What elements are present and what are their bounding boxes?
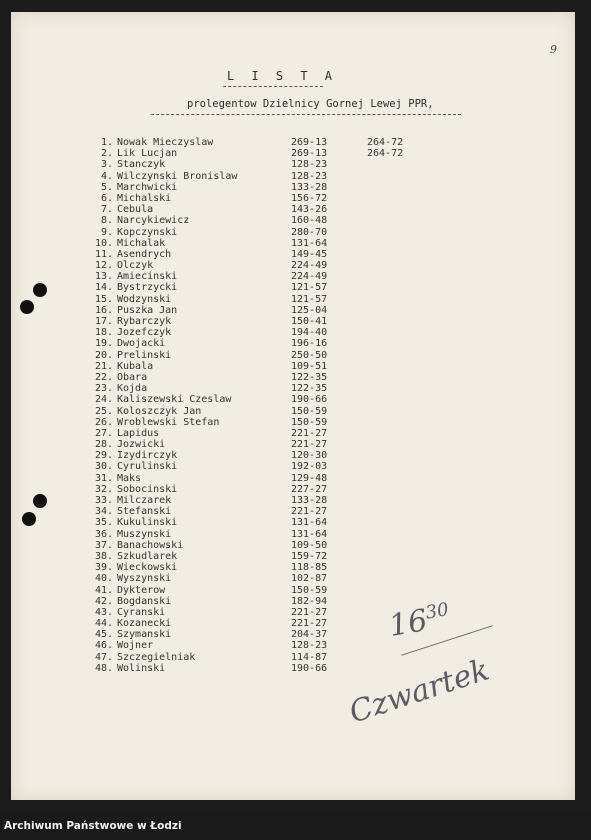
entry-code: 190-66	[291, 394, 328, 406]
entry-name: Kozanecki	[117, 618, 172, 630]
entry-name: Jozwicki	[117, 439, 166, 451]
entry-code: 224-49	[291, 260, 328, 272]
subtitle-underline	[151, 114, 461, 115]
entry-number: 21.	[94, 360, 113, 372]
entry-code: 182-94	[291, 595, 328, 607]
entry-name: Szkudlarek	[117, 550, 178, 562]
entry-code: 190-66	[291, 662, 328, 674]
entry-number: 6.	[100, 192, 113, 204]
entry-code: 121-57	[291, 293, 328, 305]
entry-name: Lik Lucjan	[117, 148, 178, 160]
entry-number: 20.	[94, 349, 113, 361]
entry-code: 129-48	[291, 472, 328, 484]
entry-code: 150-59	[291, 584, 328, 596]
entry-name: Obara	[117, 371, 148, 383]
entry-code: 269-13	[291, 148, 328, 160]
entry-code: 149-45	[291, 248, 328, 260]
entry-name: Wieckowski	[117, 562, 178, 574]
entry-name: Puszka Jan	[117, 304, 178, 316]
entry-name: Kubala	[117, 360, 154, 372]
entry-code: 194-40	[291, 327, 328, 339]
entry-name: Narcykiewicz	[117, 215, 190, 227]
entry-name: Cebula	[117, 204, 154, 216]
entry-number: 43.	[94, 606, 113, 618]
entry-code: 122-35	[291, 383, 328, 395]
entry-name: Amiecinski	[117, 271, 178, 283]
entry-code: 221-27	[291, 618, 328, 630]
entry-number: 39.	[94, 562, 113, 574]
document-title: L I S T A	[227, 69, 338, 83]
entry-code: 221-27	[291, 427, 328, 439]
entry-number: 46.	[94, 640, 113, 652]
entry-number: 30.	[94, 461, 113, 473]
entry-code: 128-23	[291, 159, 328, 171]
entry-number: 28.	[94, 439, 113, 451]
entry-code: 120-30	[291, 450, 328, 462]
entry-name: Bystrzycki	[117, 282, 178, 294]
document-page	[11, 12, 575, 800]
entry-code: 133-28	[291, 181, 328, 193]
entry-code: 125-04	[291, 304, 328, 316]
entry-number: 18.	[94, 327, 113, 339]
entry-code: 280-70	[291, 226, 328, 238]
entry-number: 12.	[94, 260, 113, 272]
entry-number: 9.	[100, 226, 113, 238]
entry-name: Cyranski	[117, 606, 166, 618]
entry-number: 38.	[94, 550, 113, 562]
entry-name: Szymanski	[117, 629, 172, 641]
entry-name: Sobocinski	[117, 483, 178, 495]
entry-number: 16.	[94, 304, 113, 316]
archive-name: Archiwum Państwowe w Łodzi	[4, 820, 182, 832]
entry-number: 5.	[100, 181, 113, 193]
entry-name: Cyrulinski	[117, 461, 178, 473]
entry-name: Kopczynski	[117, 226, 178, 238]
entry-number: 13.	[94, 271, 113, 283]
entry-name: Koloszczyk Jan	[117, 405, 202, 417]
entry-number: 44.	[94, 618, 113, 630]
entry-number: 23.	[94, 383, 113, 395]
entry-code: 250-50	[291, 349, 328, 361]
entry-number: 17.	[94, 316, 113, 327]
entry-code: 109-50	[291, 539, 328, 551]
punch-hole	[20, 300, 34, 314]
entry-name: Muszynski	[117, 528, 172, 540]
entry-code: 122-35	[291, 371, 328, 383]
entry-number: 32.	[94, 483, 113, 495]
entry-number: 41.	[94, 584, 113, 596]
entry-name: Stanczyk	[117, 159, 166, 171]
page-number: 9	[550, 43, 557, 56]
entry-name: Kojda	[117, 383, 148, 395]
entry-name: Wilczynski Bronislaw	[117, 170, 238, 182]
entry-code: 109-51	[291, 360, 328, 372]
entry-number: 47.	[94, 651, 113, 663]
entry-number: 15.	[94, 293, 113, 305]
entry-number: 14.	[94, 282, 113, 294]
entry-code: 269-13	[291, 137, 328, 148]
entry-number: 3.	[100, 159, 113, 171]
entry-number: 11.	[94, 248, 113, 260]
entry-number: 26.	[94, 416, 113, 428]
entry-number: 25.	[94, 405, 113, 417]
entry-name: Michalski	[117, 192, 172, 204]
entry-code: 192-03	[291, 461, 328, 473]
entry-code: 224-49	[291, 271, 328, 283]
entry-code: 128-23	[291, 640, 328, 652]
entry-code: 133-28	[291, 495, 328, 506]
entry-code: 131-64	[291, 528, 328, 540]
entry-number: 1.	[100, 137, 113, 148]
entry-name: Kukulinski	[117, 517, 178, 529]
entry-number: 35.	[94, 517, 113, 529]
entry-code: 150-59	[291, 416, 328, 428]
entry-number: 36.	[94, 528, 113, 540]
entry-number: 24.	[94, 394, 113, 406]
punch-hole	[33, 494, 47, 508]
entry-name: Banachowski	[117, 539, 184, 551]
entry-code-secondary: 264-72	[367, 148, 404, 160]
entry-number: 2.	[100, 148, 113, 160]
entry-number: 34.	[94, 506, 113, 518]
entry-code: 131-64	[291, 237, 328, 249]
entry-name: Lapidus	[117, 427, 160, 439]
title-underline	[223, 86, 323, 87]
entry-number: 48.	[94, 662, 113, 674]
entry-name: Wolinski	[117, 662, 166, 674]
entry-number: 31.	[94, 472, 113, 484]
entry-code-secondary: 264-72	[367, 137, 404, 148]
entry-name: Olczyk	[117, 260, 154, 272]
entry-code: 221-27	[291, 506, 328, 518]
entry-number: 7.	[100, 204, 113, 216]
entry-name: Nowak Mieczyslaw	[117, 137, 214, 148]
entry-code: 121-57	[291, 282, 328, 294]
entry-name: Jozefczyk	[117, 327, 172, 339]
entry-name: Asendrych	[117, 248, 172, 260]
entry-name: Maks	[117, 472, 142, 484]
entry-number: 45.	[94, 629, 113, 641]
entry-code: 204-37	[291, 629, 328, 641]
entry-name: Michalak	[117, 237, 166, 249]
entry-code: 227-27	[291, 483, 328, 495]
archive-footer	[0, 812, 591, 840]
entry-number: 40.	[94, 573, 113, 585]
entry-name: Wojner	[117, 640, 154, 652]
entry-name: Wroblewski Stefan	[117, 416, 220, 428]
entry-name: Wyszynski	[117, 573, 172, 585]
entry-code: 131-64	[291, 517, 328, 529]
entry-number: 22.	[94, 371, 113, 383]
entry-number: 37.	[94, 539, 113, 551]
entry-number: 8.	[100, 215, 113, 227]
entry-code: 156-72	[291, 192, 328, 204]
entry-name: Dwojacki	[117, 338, 166, 350]
entry-number: 42.	[94, 595, 113, 607]
entry-name: Rybarczyk	[117, 316, 172, 327]
entry-name: Stefanski	[117, 506, 172, 518]
entry-name: Dykterow	[117, 584, 166, 596]
entry-code: 102-87	[291, 573, 328, 585]
handwritten-number-sup: 30	[424, 598, 451, 624]
punch-hole	[33, 283, 47, 297]
entry-number: 29.	[94, 450, 113, 462]
punch-hole	[22, 512, 36, 526]
entry-code: 150-41	[291, 316, 328, 327]
entry-name: Milczarek	[117, 495, 172, 506]
entry-code: 143-26	[291, 204, 328, 216]
entry-code: 159-72	[291, 550, 328, 562]
entry-name: Kaliszewski Czeslaw	[117, 394, 232, 406]
entry-name: Prelinski	[117, 349, 172, 361]
entry-name: Marchwicki	[117, 181, 178, 193]
entry-number: 10.	[94, 237, 113, 249]
entry-code: 196-16	[291, 338, 328, 350]
entry-code: 160-48	[291, 215, 328, 227]
entry-name: Szczegielniak	[117, 651, 196, 663]
entry-code: 118-85	[291, 562, 328, 574]
entry-name: Izydirczyk	[117, 450, 178, 462]
entry-number: 27.	[94, 427, 113, 439]
entry-number: 4.	[100, 170, 113, 182]
entry-name: Bogdanski	[117, 595, 172, 607]
handwritten-word: Czwartek	[345, 652, 494, 731]
entry-code: 114-87	[291, 651, 328, 663]
entry-code: 150-59	[291, 405, 328, 417]
entry-number: 33.	[94, 495, 113, 506]
entry-code: 221-27	[291, 439, 328, 451]
entry-code: 221-27	[291, 606, 328, 618]
handwritten-number: $16^{30}$	[386, 598, 451, 645]
entry-number: 19.	[94, 338, 113, 350]
entry-code: 128-23	[291, 170, 328, 182]
entry-name: Wodzynski	[117, 293, 172, 305]
document-subtitle: prolegentow Dzielnicy Gornej Lewej PPR,	[187, 98, 434, 110]
